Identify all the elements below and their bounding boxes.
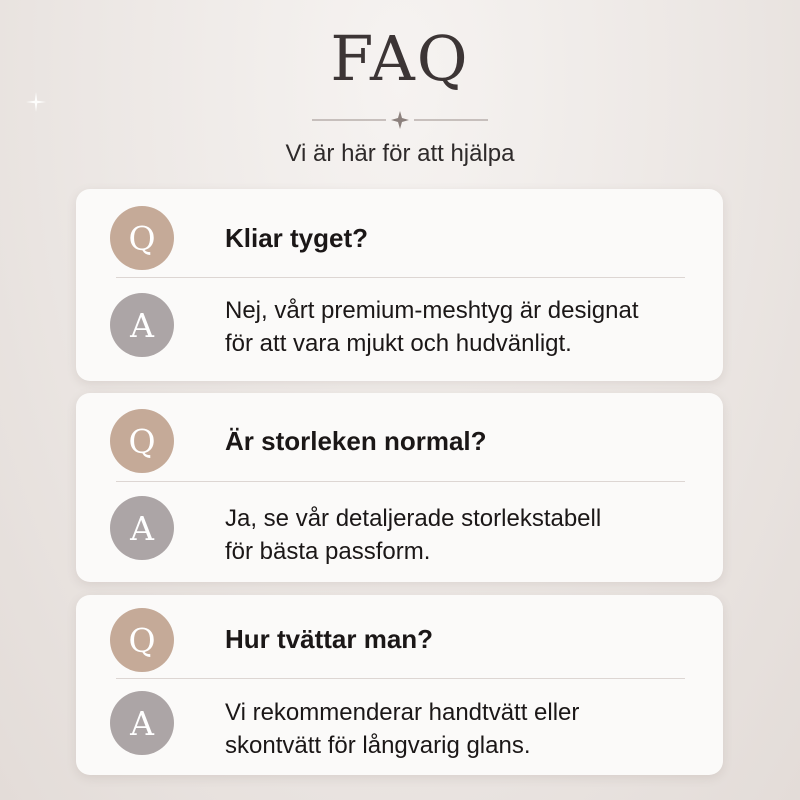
page-subtitle: Vi är här för att hjälpa xyxy=(285,140,515,167)
faq-answer xyxy=(225,502,705,568)
card-divider xyxy=(116,678,685,679)
faq-answer-line: Ja, se vår detaljerade storlekstabell xyxy=(225,505,602,532)
faq-answer-line: Vi rekommenderar handtvätt eller xyxy=(225,699,580,726)
faq-question: Kliar tyget? xyxy=(225,223,369,253)
faq-answer xyxy=(225,294,705,360)
sparkle-icon xyxy=(26,92,46,112)
card-divider xyxy=(116,277,685,278)
question-badge: Q xyxy=(110,608,174,672)
faq-answer-line: Nej, vårt premium-meshtyg är designat xyxy=(225,297,639,324)
title-divider xyxy=(312,110,488,130)
faq-answer-line: för bästa passform. xyxy=(225,538,431,565)
question-badge: Q xyxy=(110,409,174,473)
answer-badge: A xyxy=(110,496,174,560)
answer-badge: A xyxy=(110,691,174,755)
faq-answer-line: för att vara mjukt och hudvänligt. xyxy=(225,330,572,357)
faq-card xyxy=(76,393,723,582)
answer-badge: A xyxy=(110,293,174,357)
faq-question: Är storleken normal? xyxy=(225,426,487,456)
page-title: FAQ xyxy=(330,22,470,95)
faq-question: Hur tvättar man? xyxy=(225,624,434,654)
question-badge: Q xyxy=(110,206,174,270)
faq-answer xyxy=(225,696,705,762)
faq-card xyxy=(76,189,723,381)
faq-answer-line: skontvätt för långvarig glans. xyxy=(225,732,531,759)
card-divider xyxy=(116,481,685,482)
faq-card xyxy=(76,595,723,775)
